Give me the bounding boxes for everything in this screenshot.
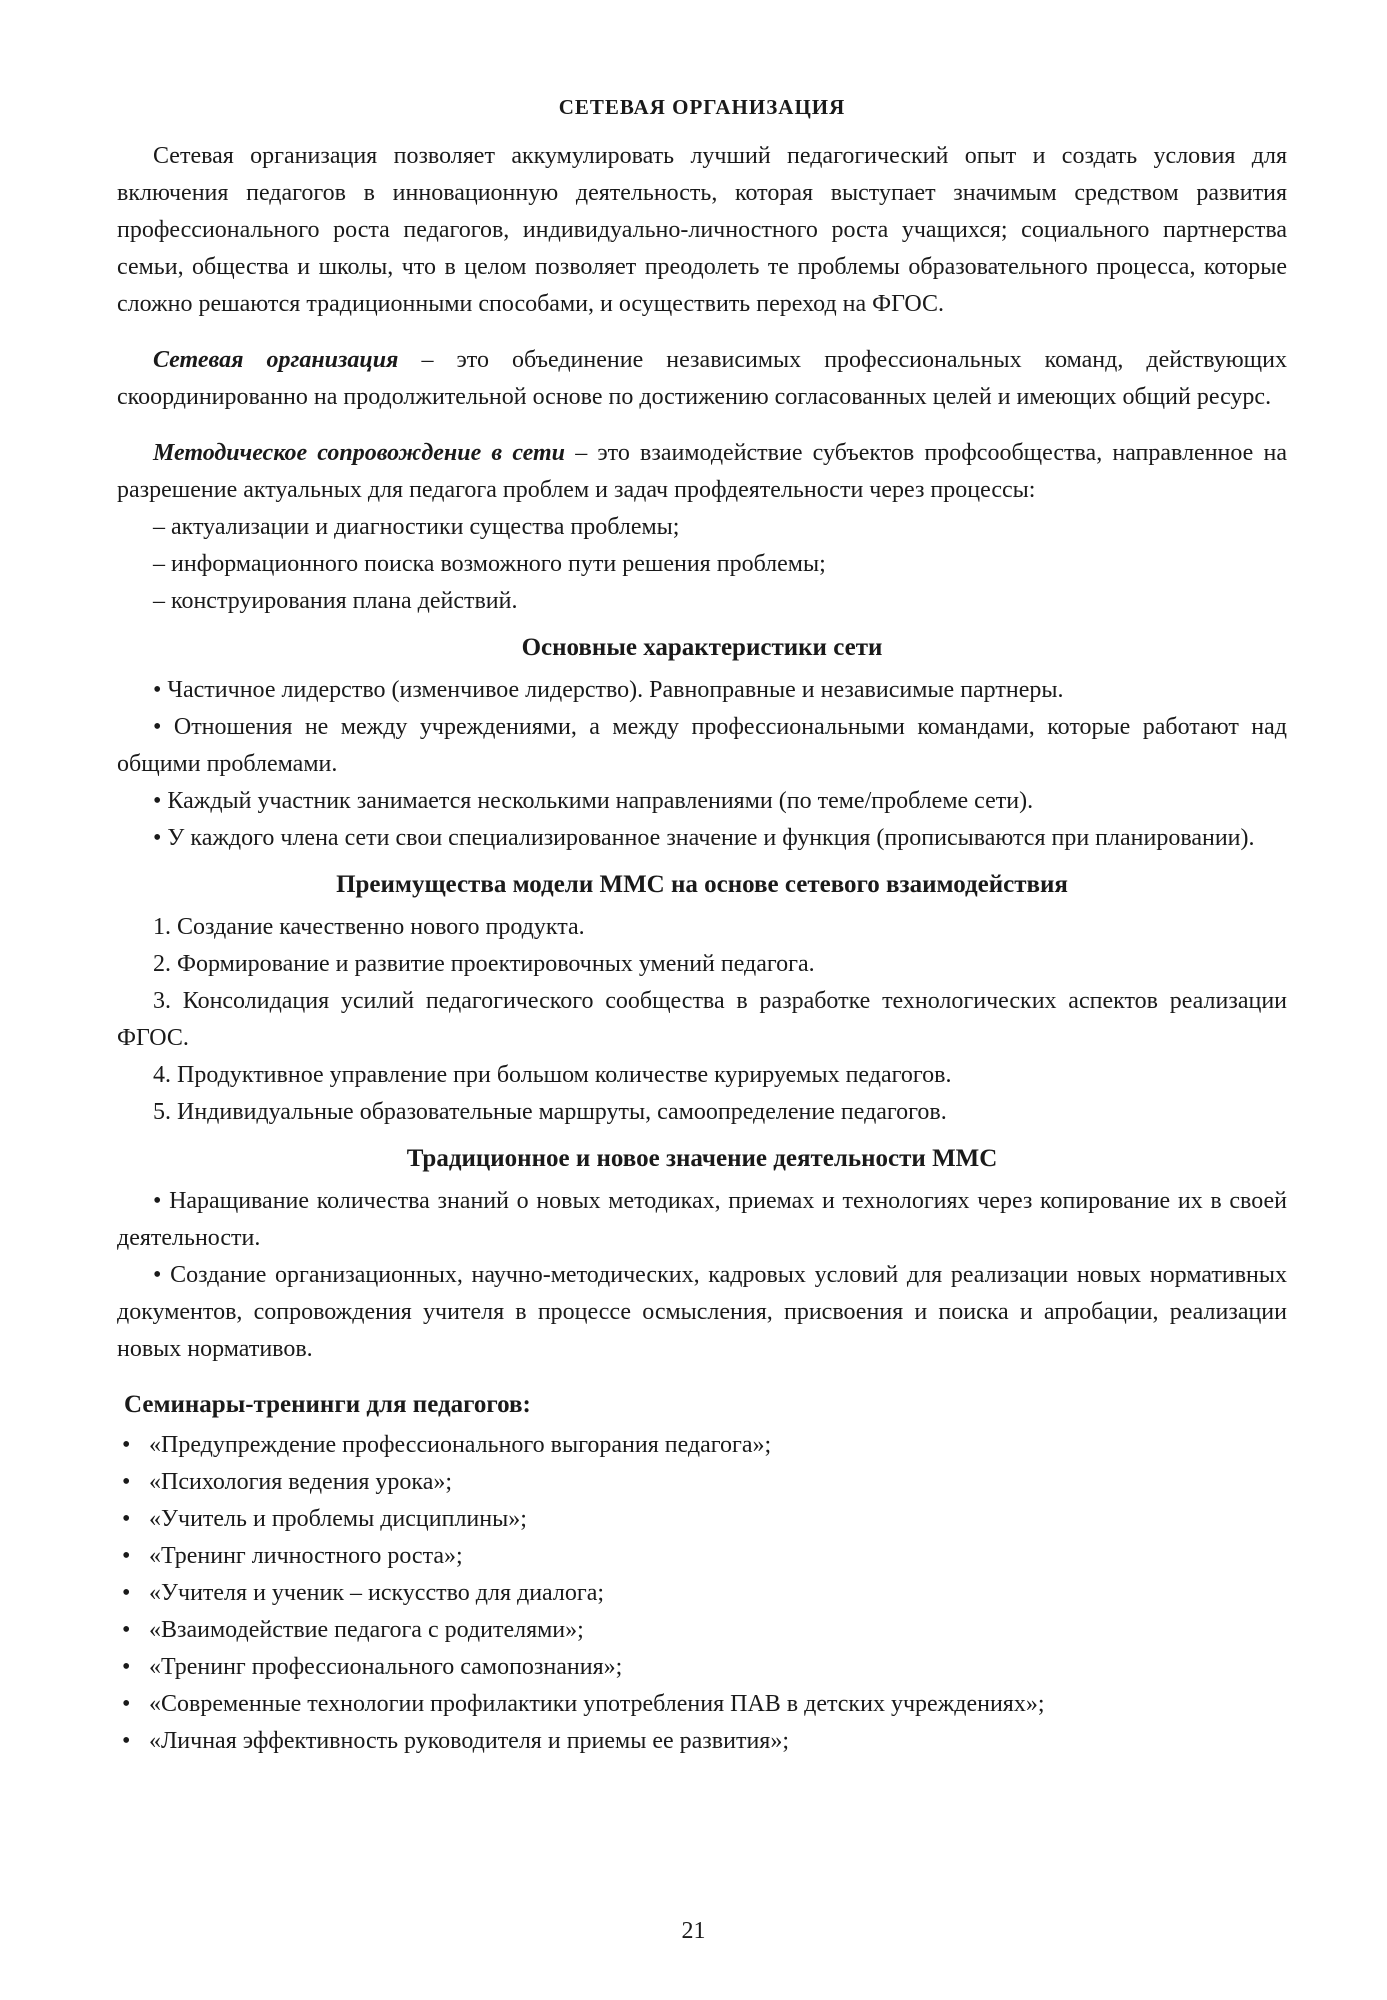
list-item: • «Современные технологии профилактики употребления ПАВ в детских учреждениях»; <box>122 1686 1287 1723</box>
list-item: • «Личная эффективность руководителя и приемы ее развития»; <box>122 1723 1287 1760</box>
list-item: • Наращивание количества знаний о новых методиках, приемах и технологиях через копирование их в своей деятельности. <box>117 1188 1287 1251</box>
list-item: 3. Консолидация усилий педагогического сообщества в разработке технологических аспектов реализации ФГОС. <box>117 988 1287 1051</box>
page-title <box>117 92 1287 122</box>
bullet-icon: • <box>122 1691 131 1717</box>
list-item: • «Тренинг профессионального самопознания»; <box>122 1649 1287 1686</box>
bullet-icon: • <box>122 1469 131 1495</box>
section-heading-meaning: Традиционное и новое значение деятельности ММС <box>406 1145 998 1172</box>
list-item: 5. Индивидуальные образовательные маршруты, самоопределение педагогов. <box>153 1099 947 1125</box>
list-item: 2. Формирование и развитие проектировочных умений педагога. <box>153 951 815 977</box>
seminar-list <box>117 1427 1287 1760</box>
list-item: • «Учителя и ученик – искусство для диалога; <box>122 1575 1287 1612</box>
page-title-text: СЕТЕВАЯ ОРГАНИЗАЦИЯ <box>558 95 846 119</box>
definition-network-organization <box>117 342 1287 416</box>
list-item: • «Психология ведения урока»; <box>122 1464 1287 1501</box>
list-item: • Частичное лидерство (изменчивое лидерство). Равноправные и независимые партнеры. <box>153 677 1064 703</box>
definition-methodical-support <box>117 435 1287 509</box>
process-list <box>117 509 1287 620</box>
bullet-icon: • <box>122 1506 131 1532</box>
list-item: • У каждого члена сети свои специализированное значение и функция (прописываются при планировании). <box>153 825 1255 851</box>
bullet-icon: • <box>122 1728 131 1754</box>
intro-paragraph: Сетевая организация позволяет аккумулировать лучший педагогический опыт и создать условия для включения педагогов в инновационную деятельность, которая выступает значимым средством развития профессионального роста педагогов, индивидуально-личностного роста учащихся; социального партнерства семьи, общества и школы, что в целом позволяет преодолеть те проблемы образовательного процесса, которые сложно решаются традиционными способами, и осуществить переход на ФГОС. <box>117 143 1287 317</box>
list-item: • Каждый участник занимается несколькими направлениями (по теме/проблеме сети). <box>153 788 1034 814</box>
bullet-icon: • <box>122 1432 131 1458</box>
list-item: • «Учитель и проблемы дисциплины»; <box>122 1501 1287 1538</box>
bullet-icon: • <box>122 1580 131 1606</box>
list-item: • «Предупреждение профессионального выгорания педагога»; <box>122 1427 1287 1464</box>
list-item: • Отношения не между учреждениями, а между профессиональными командами, которые работают над общими проблемами. <box>117 714 1287 777</box>
list-item: 4. Продуктивное управление при большом количестве курируемых педагогов. <box>153 1062 952 1088</box>
page-number: 21 <box>681 1918 706 1944</box>
list-item: • «Тренинг личностного роста»; <box>122 1538 1287 1575</box>
bullet-icon: • <box>122 1654 131 1680</box>
bullet-icon: • <box>122 1543 131 1569</box>
list-item: – информационного поиска возможного пути решения проблемы; <box>153 551 826 577</box>
bullet-icon: • <box>122 1617 131 1643</box>
definition-text: – это объединение независимых профессиональных команд, действующих скоординированно на продолжительной основе по достижению согласованных целей и имеющих общий ресурс. <box>117 347 1287 410</box>
definition-term: Методическое сопровождение в сети <box>153 440 566 466</box>
list-item: – конструирования плана действий. <box>153 588 518 614</box>
section-heading-advantages: Преимущества модели ММС на основе сетевого взаимодействия <box>336 871 1068 898</box>
section-heading-seminars: Семинары-тренинги для педагогов: <box>124 1391 531 1418</box>
list-item: – актуализации и диагностики существа проблемы; <box>153 514 680 540</box>
definition-text: – это взаимодействие субъектов профсообщества, направленное на разрешение актуальных для педагога проблем и задач профдеятельности через процессы: <box>117 440 1288 503</box>
definition-term: Сетевая организация <box>153 347 399 373</box>
section-heading-characteristics: Основные характеристики сети <box>521 634 883 661</box>
page-content <box>117 92 1287 1760</box>
list-item: 1. Создание качественно нового продукта. <box>153 914 585 940</box>
list-item: • Создание организационных, научно-методических, кадровых условий для реализации новых нормативных документов, сопровождения учителя в процессе осмысления, присвоения и поиска и апробации, реализации новых нормативов. <box>117 1262 1287 1362</box>
list-item: • «Взаимодействие педагога с родителями»; <box>122 1612 1287 1649</box>
